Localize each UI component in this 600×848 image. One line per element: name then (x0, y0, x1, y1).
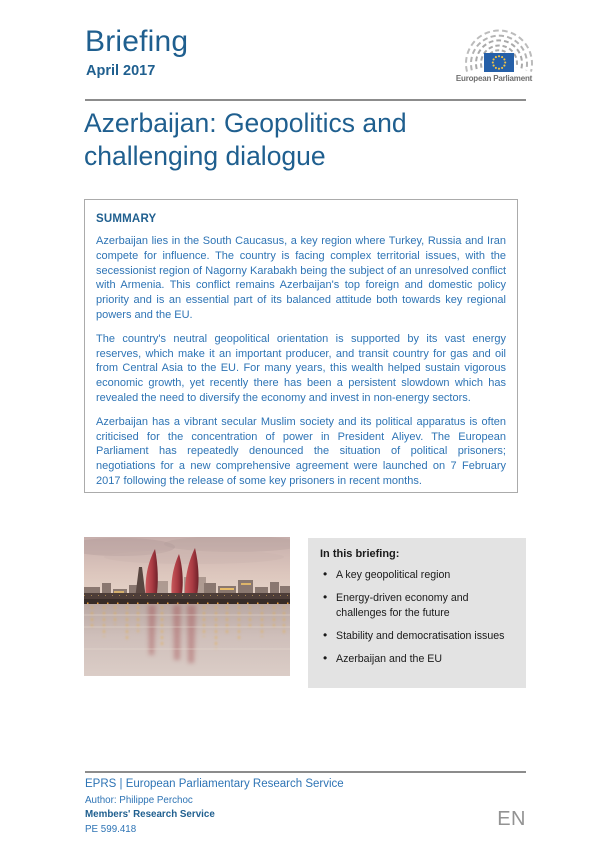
briefing-label: Briefing (85, 25, 189, 58)
footer (85, 778, 445, 837)
footer-unit-line: Members' Research Service (85, 809, 215, 821)
baku-photo-illustration (84, 537, 290, 676)
summary-paragraph: The country's neutral geopolitical orientation is supported by its vast energy reserves, which make it an important producer, and transit country for gas and oil from Central Asia to the EU. For many years, this wealth helped sustain vigorous economic growth, yet recently there has been a persistent slowdown which has revealed the need to diversify the economy and invest in non-energy sectors. (96, 332, 506, 404)
footer-service-line: EPRS | European Parliamentary Research Service (85, 778, 344, 790)
footer-author-line: Author: Philippe Perchoc (85, 795, 193, 806)
footer-rule (85, 771, 526, 773)
baku-photo (84, 537, 290, 676)
in-this-briefing-box (308, 538, 526, 688)
summary-heading: SUMMARY (96, 213, 157, 225)
briefing-topic-list (320, 568, 514, 667)
summary-box (84, 199, 518, 493)
list-item: • A key geopolitical region (320, 568, 514, 583)
hemicycle-icon (448, 27, 540, 73)
european-parliament-logo (448, 27, 540, 83)
logo-caption: European Parliament (455, 74, 533, 83)
list-item: • Energy-driven economy and challenges for the future (320, 591, 514, 621)
panel-heading: In this briefing: (320, 548, 400, 560)
page-title: Azerbaijan: Geopolitics and challenging dialogue (84, 108, 407, 171)
footer-reference: PE 599.418 (85, 823, 137, 835)
date-label: April 2017 (86, 63, 156, 79)
list-item: • Azerbaijan and the EU (320, 652, 514, 667)
header-rule (85, 99, 526, 101)
language-badge: EN (497, 808, 526, 830)
summary-paragraph: Azerbaijan has a vibrant secular Muslim society and its political apparatus is often criticised for the concentration of power in President Aliyev. The European Parliament has repeatedly denounced the situation of political prisoners; negotiations for a new comprehensive agreement were launched on 7 February 2017 following the release of some key prisoners in recent months. (96, 415, 506, 487)
list-item: • Stability and democratisation issues (320, 629, 514, 644)
summary-paragraph: Azerbaijan lies in the South Caucasus, a key region where Turkey, Russia and Iran compete for influence. The country is facing complex territorial issues, with the secessionist region of Nagorny Karabakh being the subject of an unresolved conflict with Armenia. This conflict remains Azerbaijan's top foreign and domestic policy priority and is an essential part of its balanced attitude both towards key regional powers and the EU. (96, 235, 506, 321)
